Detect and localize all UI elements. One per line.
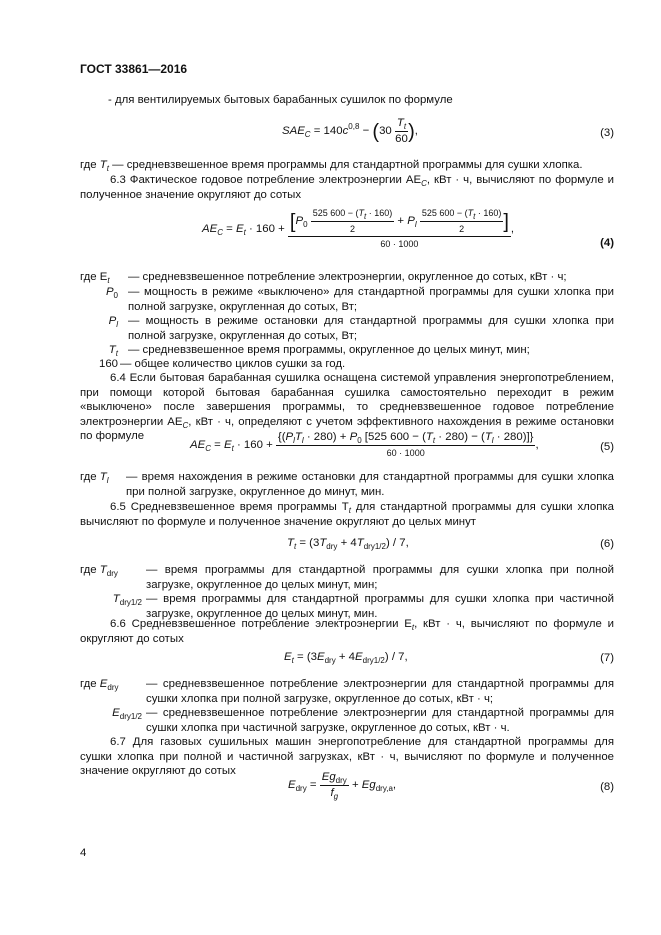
where-6-row-1: где $T_{dry}$ — время программы для стандартной программы для сушки хлопка при полной загрузке, округленное до целых минут, мин; (80, 564, 614, 591)
where-7-row-1: где $E_{dry}$ — средневзвешенное потребление электроэнергии для стандартной программы для сушки хлопка при полной загрузке, округленное до сотых, кВт · ч; (80, 678, 614, 705)
equation-number-3: (3) (600, 127, 614, 139)
equation-number-6: (6) (600, 538, 614, 550)
paragraph-ventilated: - для вентилируемых бытовых барабанных сушилок по формуле (108, 94, 453, 106)
paragraph-6-6: 6.6 Средневзвешенное потребление электроэнергии $E_t$, кВт · ч, вычисляют по формуле и округляют до сотых (80, 618, 614, 645)
equation-number-5: (5) (600, 441, 614, 453)
where-6-row-2: $T_{dry1/2}$ — время программы для стандартной программы для сушки хлопка при частичной загрузке, округленное до целых минут, мин. (112, 593, 614, 620)
paragraph-6-5: 6.5 Средневзвешенное время программы $T_t$ для стандартной программы для сушки хлопка вычисляют по формуле и полученное значение округляют до целых минут (80, 501, 614, 528)
where-tt: где $T_t$ — средневзвешенное время программы для стандартной программы для сушки хлопка. (80, 159, 583, 173)
formula-8: $E_{dry}$ = $\frac{Eg_{dry}}{f_g}$ + $Eg_{dry,a}$, (288, 771, 397, 801)
equation-number-4: (4) (600, 237, 614, 249)
formula-6: $T_t = (3T_{dry} + 4T_{dry1/2}) / 7$, (287, 537, 409, 551)
p63-rest: , кВт · ч, вычисляют по формуле и полученное значение округляют до сотых (80, 174, 614, 201)
paragraph-6-3: 6.3 Фактическое годовое потребление электроэнергии $AE_C$, кВт · ч, вычисляют по формуле и полученное значение округляют до сотых (80, 174, 614, 201)
equation-number-7: (7) (600, 652, 614, 664)
where-4-row-4: $T_t$ — средневзвешенное время программы, округленное до целых минут, мин; (108, 344, 530, 358)
p63-text: 6.3 Фактическое годовое потребление электроэнергии AE (110, 174, 422, 186)
where-5-row-1: где $T_l$ — время нахождения в режиме остановки для стандартной программы для сушки хлопка при полной загрузке, округленное до минут, мин. (80, 471, 614, 498)
formula-3: $SAE_C = 140c^{0,8} - (30$ $\frac{T_t}{60}$ ), (282, 117, 418, 145)
formula-7: $E_t = (3E_{dry} + 4E_{dry1/2}) / 7$, (284, 651, 408, 665)
equation-number-8: (8) (600, 781, 614, 793)
formula-4: $AE_C = E_t \cdot 160$ + [$P_0$ $\frac{525 600 - (T_t \cdot 160)}{2}$ + $P_l$ $\frac{525 600 - (T_t \cdot 160)}{2}$ ] 60 · 1000 , (202, 208, 515, 250)
where-7-row-2: $E_{dry1/2}$ — средневзвешенное потребление электроэнергии для стандартной программы для сушки хлопка при частичной загрузке, округленное до сотых, кВт · ч. (112, 707, 614, 734)
paragraph-6-7: 6.7 Для газовых сушильных машин энергопотребление для стандартной программы для сушки хлопка при полной и частичной загрузках, кВт · ч, вычисляют по формуле и полученное значение округляют до сотых (80, 736, 614, 778)
where-4-row-3: $P_l$ — мощность в режиме остановки для стандартной программы для сушки хлопка при полной загрузке, округленная до сотых, Вт; (108, 315, 614, 342)
formula-5: $AE_C = E_t \cdot 160$ + $\frac{\{(P_lT_l \cdot 280) + P_0 [525 600 - (T_t \cdot 280) - (T_l \cdot 280)]\}}{60 \cdot 1000}$ , (190, 431, 539, 458)
where-4-row-5: 160 — общее количество циклов сушки за год. (98, 358, 346, 370)
where-tt-text: — средневзвешенное время программы для стандартной программы для сушки хлопка. (112, 159, 583, 171)
where-4-row-2: $P_0$ — мощность в режиме «выключено» для стандартной программы для сушки хлопка при полной загрузке, округленная до сотых, Вт; (105, 286, 614, 313)
where-4-row-1: где $E_t$ — средневзвешенное потребление электроэнергии, округленное до сотых, кВт · ч; (80, 271, 567, 285)
document-header: ГОСТ 33861—2016 (80, 62, 188, 76)
page-number: 4 (80, 847, 87, 859)
paragraph-6-4: 6.4 Если бытовая барабанная сушилка оснащена системой управления энергопотреблением, при помощи которой бытовая барабанная сушилка самостоятельно переходит в режим «выключено» после завершения программы, то средневзвешенное годовое потребление электроэнергии $AE_C$, кВт · ч, определяют с учетом эффективного нахождения в режиме остановки по формуле (80, 372, 614, 443)
